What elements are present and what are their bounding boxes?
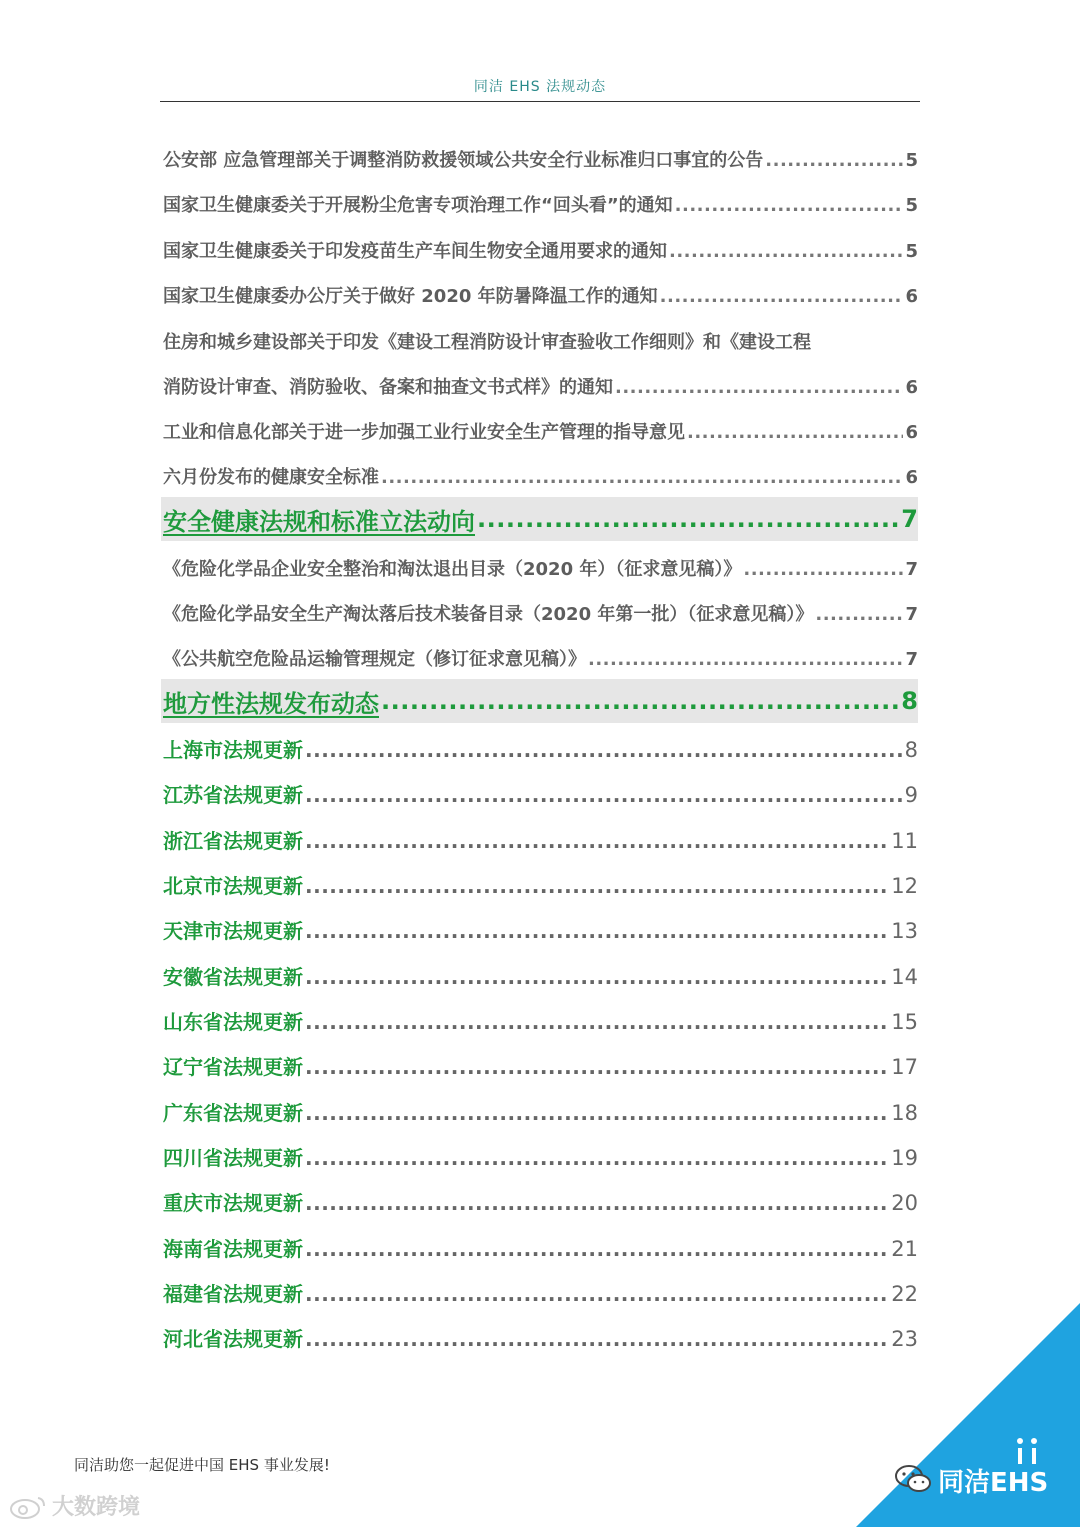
toc-entry[interactable] xyxy=(163,600,918,628)
toc-region-page: 11 xyxy=(891,829,918,853)
toc-entry-title: 工业和信息化部关于进一步加强工业行业安全生产管理的指导意见 xyxy=(163,422,685,443)
toc-region[interactable] xyxy=(163,1323,918,1353)
toc-entry-page: 6 xyxy=(905,422,918,443)
toc-leader xyxy=(615,377,903,398)
toc-region-title: 辽宁省法规更新 xyxy=(163,1055,303,1079)
toc-entry[interactable] xyxy=(163,645,918,673)
toc-leader xyxy=(305,1237,889,1261)
toc-entry-title: 住房和城乡建设部关于印发《建设工程消防设计审查验收工作细则》和《建设工程 xyxy=(163,332,811,353)
toc-leader xyxy=(660,286,904,307)
toc-region-page: 23 xyxy=(891,1327,918,1351)
toc-region-page: 21 xyxy=(891,1237,918,1261)
toc-section-title: 安全健康法规和标准立法动向 xyxy=(163,507,475,536)
toc-region[interactable] xyxy=(163,1233,918,1263)
toc-region-page: 9 xyxy=(904,783,918,807)
toc-region-title: 海南省法规更新 xyxy=(163,1237,303,1261)
toc-entry-title: 国家卫生健康委关于印发疫苗生产车间生物安全通用要求的通知 xyxy=(163,241,667,262)
toc-leader xyxy=(305,783,903,807)
toc-entry-title: 《危险化学品企业安全整治和淘汰退出目录（2020 年）（征求意见稿）》 xyxy=(163,559,742,580)
toc-region-page: 12 xyxy=(891,874,918,898)
toc-leader xyxy=(305,1055,889,1079)
toc-region-title: 山东省法规更新 xyxy=(163,1010,303,1034)
toc-leader xyxy=(305,1146,889,1170)
toc-region-title: 福建省法规更新 xyxy=(163,1282,303,1306)
toc-entry-page: 7 xyxy=(905,604,918,625)
toc-region-page: 8 xyxy=(904,738,918,762)
brand-name: 同洁EHS xyxy=(938,1468,1049,1498)
toc-entry[interactable] xyxy=(163,282,918,310)
toc-entry[interactable] xyxy=(163,418,918,446)
toc-entry-title: 六月份发布的健康安全标准 xyxy=(163,467,379,488)
toc-entry-page: 7 xyxy=(905,559,918,580)
toc-region-title: 广东省法规更新 xyxy=(163,1101,303,1125)
toc-leader xyxy=(305,965,889,989)
toc-region[interactable] xyxy=(163,870,918,900)
toc-region[interactable] xyxy=(163,1278,918,1308)
toc-section-page: 7 xyxy=(901,505,918,533)
toc-region-page: 20 xyxy=(891,1191,918,1215)
toc-region-title: 浙江省法规更新 xyxy=(163,829,303,853)
watermark-text: 大数跨境 xyxy=(52,1495,141,1520)
toc-leader xyxy=(743,559,903,580)
toc-entry[interactable] xyxy=(163,463,918,491)
toc-section-title: 地方性法规发布动态 xyxy=(163,689,379,718)
toc-region-page: 14 xyxy=(891,965,918,989)
toc-region[interactable] xyxy=(163,1006,918,1036)
toc-entry-title: 《公共航空危险品运输管理规定（修订征求意见稿）》 xyxy=(163,649,586,670)
toc-region[interactable] xyxy=(163,825,918,855)
toc-region-page: 19 xyxy=(891,1146,918,1170)
toc-section-page: 8 xyxy=(901,687,918,715)
toc-region[interactable] xyxy=(163,1051,918,1081)
toc-entry-page: 6 xyxy=(905,467,918,488)
toc-region[interactable] xyxy=(163,1097,918,1127)
toc-leader xyxy=(675,195,904,216)
toc-entry-page: 5 xyxy=(905,241,918,262)
toc-region-title: 天津市法规更新 xyxy=(163,919,303,943)
toc-leader xyxy=(815,604,903,625)
toc-leader xyxy=(305,1010,889,1034)
toc-region-page: 15 xyxy=(891,1010,918,1034)
toc-region[interactable] xyxy=(163,1142,918,1172)
toc-entry-title: 公安部 应急管理部关于调整消防救援领域公共安全行业标准归口事宜的公告 xyxy=(163,150,764,171)
footer-slogan: 同洁助您一起促进中国 EHS 事业发展! xyxy=(74,1456,330,1474)
toc-entry-page: 5 xyxy=(905,150,918,171)
toc-region-page: 13 xyxy=(891,919,918,943)
toc-entry-title: 国家卫生健康委关于开展粉尘危害专项治理工作“回头看”的通知 xyxy=(163,195,673,216)
toc-region-title: 河北省法规更新 xyxy=(163,1327,303,1351)
toc-section[interactable] xyxy=(161,679,918,723)
toc-region-title: 四川省法规更新 xyxy=(163,1146,303,1170)
toc-leader xyxy=(305,874,889,898)
header-divider xyxy=(160,101,920,102)
toc-region-page: 18 xyxy=(891,1101,918,1125)
toc-entry[interactable] xyxy=(163,373,918,401)
toc-entry-page: 6 xyxy=(905,377,918,398)
toc-leader xyxy=(305,1101,889,1125)
toc-entry-page: 6 xyxy=(905,286,918,307)
toc-leader xyxy=(765,150,903,171)
toc-entry-title: 《危险化学品安全生产淘汰落后技术装备目录（2020 年第一批）（征求意见稿）》 xyxy=(163,604,814,625)
toc-region-page: 17 xyxy=(891,1055,918,1079)
weibo-icon xyxy=(8,1494,48,1520)
toc-entry[interactable] xyxy=(163,191,918,219)
toc-region[interactable] xyxy=(163,915,918,945)
toc-leader xyxy=(305,1327,889,1351)
toc-leader xyxy=(669,241,903,262)
toc-leader xyxy=(305,1191,889,1215)
toc-entry-title: 消防设计审查、消防验收、备案和抽查文书式样》的通知 xyxy=(163,377,613,398)
toc-region[interactable] xyxy=(163,961,918,991)
toc-leader xyxy=(305,1282,889,1306)
toc-region[interactable] xyxy=(163,1187,918,1217)
toc-leader xyxy=(687,422,903,443)
toc-leader xyxy=(305,829,889,853)
toc-region-page: 22 xyxy=(891,1282,918,1306)
toc-section[interactable] xyxy=(161,497,918,541)
toc-entry[interactable] xyxy=(163,555,918,583)
toc-leader xyxy=(477,505,899,533)
toc-entry[interactable] xyxy=(163,146,918,174)
toc-leader xyxy=(381,687,899,715)
toc-leader xyxy=(381,467,903,488)
toc-leader xyxy=(305,919,889,943)
wechat-icon xyxy=(894,1464,932,1494)
toc-leader xyxy=(305,738,903,762)
toc-region[interactable] xyxy=(163,734,918,764)
toc-region-title: 重庆市法规更新 xyxy=(163,1191,303,1215)
toc-entry-line1[interactable] xyxy=(163,328,918,356)
toc-entry-title: 国家卫生健康委办公厅关于做好 2020 年防暑降温工作的通知 xyxy=(163,286,658,307)
toc-region-title: 江苏省法规更新 xyxy=(163,783,303,807)
toc-entry[interactable] xyxy=(163,237,918,265)
toc-region[interactable] xyxy=(163,779,918,809)
toc-region-title: 安徽省法规更新 xyxy=(163,965,303,989)
page-header-title: 同洁 EHS 法规动态 xyxy=(473,79,607,95)
toc-entry-page: 5 xyxy=(905,195,918,216)
toc-region-title: 北京市法规更新 xyxy=(163,874,303,898)
toc-region-title: 上海市法规更新 xyxy=(163,738,303,762)
toc-leader xyxy=(588,649,903,670)
toc-entry-page: 7 xyxy=(905,649,918,670)
